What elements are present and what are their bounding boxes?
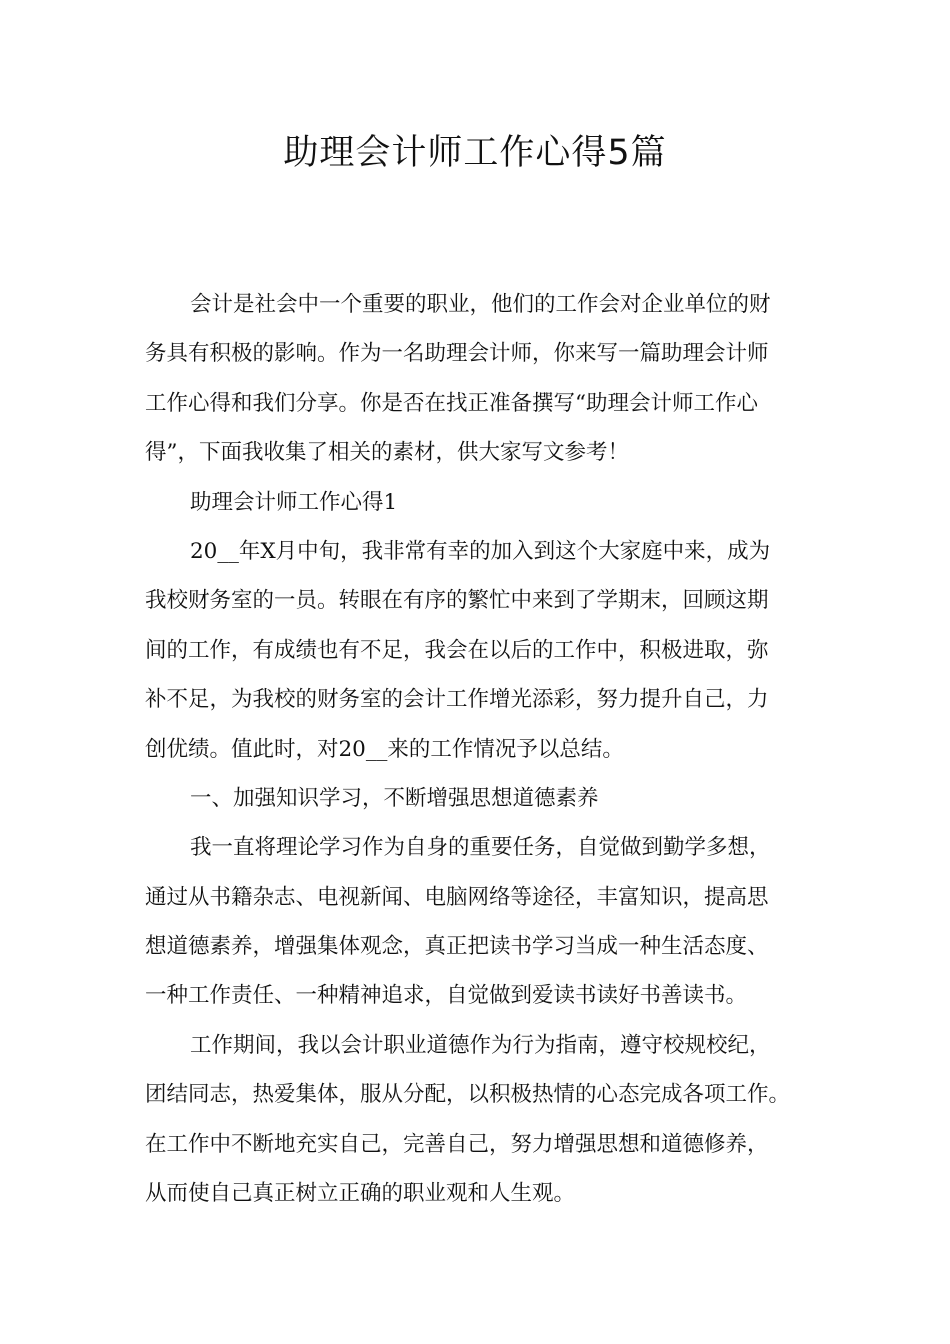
paragraph-line: 务具有积极的影响。作为一名助理会计师，你来写一篇助理会计师 [145,341,769,367]
paragraph-line: 在工作中不断地充实自己，完善自己，努力增强思想和道德修养， [145,1131,769,1157]
paragraph-line: 我一直将理论学习作为自身的重要任务，自觉做到勤学多想， [190,835,771,861]
subsection-heading: 一、加强知识学习，不断增强思想道德素养 [190,785,599,811]
paragraph-line: 得”，下面我收集了相关的素材，供大家写文参考！ [145,440,629,466]
paragraph-line: 团结同志，热爱集体，服从分配，以积极热情的心态完成各项工作。 [145,1082,791,1108]
paragraph-line: 创优绩。值此时，对20__来的工作情况予以总结。 [145,736,624,762]
paragraph-line: 想道德素养，增强集体观念，真正把读书学习当成一种生活态度、 [145,934,769,960]
paragraph-line: 从而使自己真正树立正确的职业观和人生观。 [145,1181,576,1207]
paragraph-line: 补不足，为我校的财务室的会计工作增光添彩，努力提升自己，力 [145,687,769,713]
paragraph-line: 20__年X月中旬，我非常有幸的加入到这个大家庭中来，成为 [190,538,771,564]
section-heading: 助理会计师工作心得1 [190,489,398,515]
paragraph-line: 工作心得和我们分享。你是否在找正准备撰写“助理会计师工作心 [145,390,758,416]
paragraph-line: 通过从书籍杂志、电视新闻、电脑网络等途径，丰富知识，提高思 [145,884,769,910]
paragraph-line: 一种工作责任、一种精神追求，自觉做到爱读书读好书善读书。 [145,983,748,1009]
document-title: 助理会计师工作心得5篇 [283,133,667,173]
document-body [145,280,815,1218]
paragraph-line: 间的工作，有成绩也有不足，我会在以后的工作中，积极进取，弥 [145,637,769,663]
paragraph-line: 工作期间，我以会计职业道德作为行为指南，遵守校规校纪， [190,1032,771,1058]
paragraph-line: 我校财务室的一员。转眼在有序的繁忙中来到了学期末，回顾这期 [145,588,769,614]
paragraph-line: 会计是社会中一个重要的职业，他们的工作会对企业单位的财 [190,292,771,317]
